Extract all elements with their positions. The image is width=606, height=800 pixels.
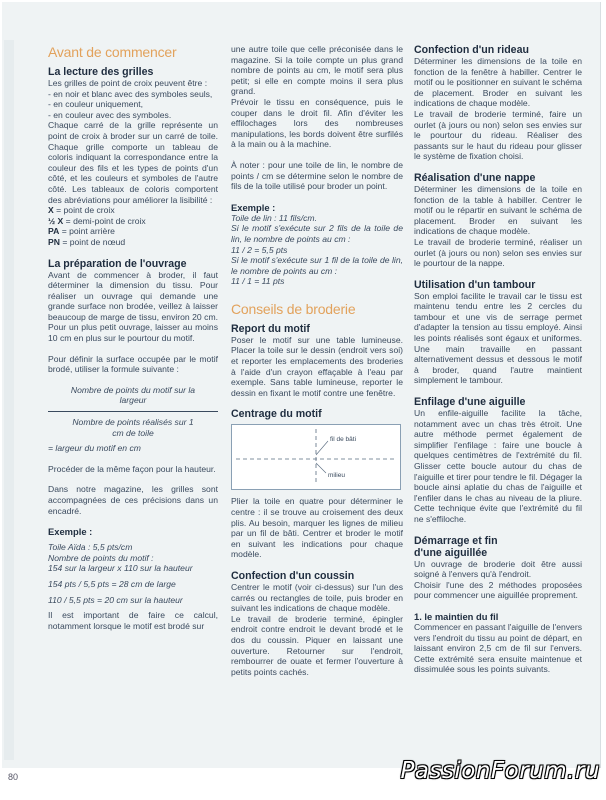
abbr-key: PN: [48, 236, 60, 247]
paragraph: - en couleur uniquement,: [48, 99, 144, 110]
paragraph: Son emploi facilite le travail car le tissu est maintenu tendu entre les 2 cercles du tambour et une vis de serrage permet d'adapter la tension au tissu employé. Ainsi les points réalisés sont égaux et uniformes. Une main travaille en passant alternativement dessus et dessous le motif à broder, quand l'autre maintient simplement le tambour.: [414, 290, 582, 386]
example-line: 154 pts / 5,5 pts = 28 cm de large: [48, 578, 176, 589]
example-line: 11 / 2 = 5,5 pts: [231, 244, 288, 255]
paragraph: Choisir l'une des 2 méthodes proposées pour commencer une aiguillée proprement.: [414, 579, 582, 601]
abbr-value: = point arrière: [59, 226, 115, 237]
example-line: 154 sur la largeur x 110 sur la hauteur: [48, 563, 193, 574]
paragraph: Le travail de broderie terminé, faire un ourlet (à jours ou non) selon ses envies sur le pourtour du rideau. Réaliser des passants sur le haut du rideau pour glisser le système de fixation choisi.: [414, 108, 582, 162]
heading-rideau: Confection d'un rideau: [414, 44, 529, 56]
paragraph: Prévoir le tissu en conséquence, puis le couper dans le droit fil. Afin d'éviter les effilochages lors des nombreuses manipulations, les bords doivent être surfilés à la main ou à la machine.: [231, 96, 403, 150]
paragraph: Un enfile-aiguille facilite la tâche, notamment avec un chas très étroit. Une autre méthode permet également de simplifier l'enfilage : faire une boucle à quelques centimètres de l'extrémité du fil. Glisser cette boucle autour du chas de l'aiguille et tirer pour tendre le fil. Dégager la boucle ainsi aplatie du chas de l'aiguille et l'enfiler dans le chas au niveau de la pliure. Cette technique évite que l'extrémité du fil ne s'effiloche.: [414, 408, 582, 524]
example-line: Toile de lin : 11 fils/cm.: [231, 212, 317, 223]
section-title-avant: Avant de commencer: [48, 44, 177, 60]
paragraph: Déterminer les dimensions de la toile en fonction de la table à habiller. Centrer le motif ou le répartir en suivant le schéma de placement. Broder en suivant les indications de chaque modèle.: [414, 183, 582, 237]
page-number: 80: [8, 772, 19, 782]
abbr-value: = point de nœud: [59, 236, 126, 247]
heading-maintien-fil: 1. le maintien du fil: [414, 610, 499, 622]
diagram-label-bati: fil de bâti: [330, 436, 357, 444]
example-label: Exemple :: [48, 526, 93, 538]
paragraph: Il est important de faire ce calcul, notamment lorsque le motif est brodé sur: [48, 610, 218, 631]
centering-diagram-svg: [232, 425, 400, 489]
paragraph: Chaque carré de la grille représente un point de croix à broder sur un carré de toile. Chaque grille comporte un tableau de coloris indiquant la correspondance entre la couleur des fils et les types de points d'un côté, et les couleurs et symboles de l'autre côté. Les tableaux de coloris comportent des abréviations pour améliorer la lisibilité :: [48, 120, 218, 205]
abbr-line: [48, 226, 218, 237]
abbr-key: X: [48, 205, 54, 216]
heading-centrage: Centrage du motif: [231, 408, 322, 421]
paragraph: Poser le motif sur une table lumineuse. Placer la toile sur le dessin (endroit vers soi) et reporter les emplacements des broderies à l'aide d'un crayon effaçable à l'eau par exemple. Sans table lumineuse, reporter le dessin en fixant le motif contre une fenêtre.: [231, 334, 403, 398]
heading-demarrage-line2: d'une aiguillée: [414, 546, 488, 559]
paragraph: Le travail de broderie terminé, réaliser un ourlet (à jours ou non) selon ses envies sur le pourtour de la nappe.: [414, 236, 582, 269]
heading-demarrage-line1: Démarrage et fin: [414, 534, 498, 547]
abbr-value: = point de croix: [53, 205, 115, 216]
example-line: Si le motif s'exécute sur 2 fils de la toile de lin, le nombre de points au cm :: [231, 223, 403, 244]
formula-result: = largeur du motif en cm: [48, 443, 141, 454]
page-edge-strip: [4, 40, 14, 760]
heading-coussin: Confection d'un coussin: [231, 570, 355, 582]
heading-lecture-grilles: La lecture des grilles: [48, 66, 154, 78]
paragraph: Procéder de la même façon pour la hauteur.: [48, 463, 216, 474]
example-line: 110 / 5,5 pts = 20 cm sur la hauteur: [48, 594, 183, 605]
diagram-label-milieu: milieu: [328, 472, 345, 480]
example-line: Nombre de points du motif :: [48, 552, 154, 563]
paragraph: Un ouvrage de broderie doit être aussi soigné à l'envers qu'à l'endroit.: [414, 558, 582, 580]
column-right: [414, 44, 582, 675]
column-left: [48, 44, 218, 631]
paragraph: Avant de commencer à broder, il faut déterminer la dimension du tissu. Pour réaliser un ouvrage qui demande une grande surface non brodée, veillez à laisser beaucoup de marge de tissu, environ 20 cm. Pour un plus petit ouvrage, laisser au moins 10 cm en plus sur le pourtour du motif.: [48, 269, 218, 344]
abbr-line: [48, 216, 218, 227]
formula-divider: [48, 411, 218, 412]
formula-denominator: Nombre de points réalisés sur 1 cm de toile: [72, 417, 194, 438]
abbr-line: [48, 205, 218, 216]
example-line: Si le motif s'exécute sur 1 fil de la toile de lin, le nombre de points au cm :: [231, 255, 403, 276]
paragraph: Plier la toile en quatre pour déterminer le centre : il se trouve au croisement des deux plis. Au besoin, marquer les lignes de milieu par un fil de bâti. Centrer et broder le motif en suivant les indications pour chaque modèle.: [231, 496, 403, 560]
paragraph: Commencer en passant l'aiguille de l'envers vers l'endroit du tissu au point de départ, en laissant environ 2,5 cm de fil sur l'envers. Cette extrémité sera ensuite maintenue et dissimulée sous les points suivants.: [414, 621, 582, 675]
heading-enfilage: Enfilage d'une aiguille: [414, 396, 526, 409]
paragraph: Centrer le motif (voir ci-dessus) sur l'un des carrés ou rectangles de toile, puis broder en suivant les indications de chaque modèle.: [231, 582, 403, 614]
abbr-key: PA: [48, 226, 60, 237]
paragraph: Le travail de broderie terminé, épingler endroit contre endroit le devant brodé et le dos du coussin. Piquer en laissant une ouverture. Retourner sur l'endroit, rembourrer de ouate et fermer l'ouverture à petits points cachés.: [231, 613, 403, 677]
watermark-text: PassionForum.ru: [400, 758, 600, 784]
formula-numerator: Nombre de points du motif sur la largeur: [70, 384, 196, 406]
example-label: Exemple :: [231, 201, 276, 213]
abbr-value: = demi-point de croix: [63, 215, 146, 226]
paragraph: Les grilles de point de croix peuvent être :: [48, 78, 208, 88]
leader-line-bati: [316, 441, 328, 455]
paragraph: Pour définir la surface occupée par le motif brodé, utiliser la formule suivante :: [48, 353, 218, 375]
paragraph: Déterminer les dimensions de la toile en fonction de la fenêtre à habiller. Centrer le motif ou le positionner en suivant le schéma de placement. Broder en suivant les indications de chaque modèle.: [414, 56, 582, 109]
leader-line-milieu: [316, 463, 326, 473]
heading-preparation: La préparation de l'ouvrage: [48, 257, 187, 270]
abbr-line: [48, 237, 218, 248]
column-middle: [231, 44, 403, 677]
abbr-key: ½ X: [48, 215, 64, 226]
paragraph: Dans notre magazine, les grilles sont accompagnées de ces précisions dans un encadré.: [48, 484, 218, 516]
note-paragraph: À noter : pour une toile de lin, le nombre de points / cm se détermine selon le nombre de fils de la toile utilisé pour broder un point.: [231, 159, 403, 192]
heading-nappe: Réalisation d'une nappe: [414, 171, 536, 184]
example-line: 11 / 1 = 11 pts: [231, 276, 285, 287]
paragraph: - en couleur avec des symboles.: [48, 109, 172, 120]
paragraph: - en noir et blanc avec des symboles seuls,: [48, 88, 213, 99]
heading-report-motif: Report du motif: [231, 322, 310, 335]
paragraph: une autre toile que celle préconisée dans le magazine. Si la toile compte un plus grand nombre de points au cm, le motif sera plus petit; si elle en compte moins il sera plus grand.: [231, 44, 403, 97]
section-title-conseils: Conseils de broderie: [231, 300, 356, 317]
heading-tambour: Utilisation d'un tambour: [414, 278, 536, 291]
example-line: Toile Aïda : 5,5 pts/cm: [48, 542, 133, 553]
centering-diagram: [231, 424, 401, 490]
